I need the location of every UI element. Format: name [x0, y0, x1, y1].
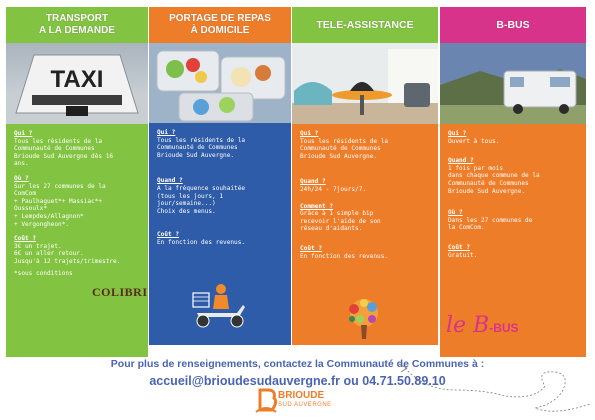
question-label: Coût ? [157, 231, 180, 239]
bbus-logo-sub: -BUS [489, 321, 519, 335]
column-meals [149, 7, 291, 345]
question-label: Coût ? [448, 243, 471, 251]
question-label: Coût ? [14, 235, 37, 243]
taxi-sign-illustration [6, 43, 148, 124]
answer-text: Gratuit. [448, 251, 478, 259]
question-label: Qui ? [157, 129, 176, 136]
question-label: Quand ? [157, 177, 183, 185]
column-transport [6, 7, 148, 357]
brioude-logo-sub: SUD AUVERGNE [278, 402, 332, 408]
bbus-logo-main: le B [446, 313, 490, 338]
heading-line: A LA DEMANDE [39, 25, 115, 36]
dashed-heart-line-decoration [395, 360, 595, 420]
heading-line: TRANSPORT [45, 13, 109, 24]
question-label: Qui ? [14, 130, 33, 137]
column-heading [149, 7, 291, 43]
column-heading [292, 7, 438, 43]
answer-text: 24h/24 - 7jours/7. [300, 185, 367, 193]
answer-text: En fonction des revenus. [300, 252, 389, 260]
colibri-logo-text: COLIBRI [92, 285, 148, 299]
question-label: Comment ? [300, 202, 334, 210]
column-teleassistance [292, 7, 438, 345]
question-label: Coût ? [300, 244, 323, 252]
heading-line: PORTAGE DE REPAS [169, 13, 271, 24]
answer-text: Tous les résidents de la Communauté de Communes Brioude Sud Auvergne. [300, 137, 389, 160]
footer-info-line: Pour plus de renseignements, contactez la Communauté de Communes à : [110, 358, 485, 370]
answer-text: Grâce à 1 simple bip recevoir l'aide de son réseau d'aidants. [300, 210, 381, 233]
colibri-logo [92, 283, 148, 305]
answer-text: 3€ un trajet. 6€ un aller retour. Jusqu'à 12 trajets/trimestre. [14, 242, 121, 265]
question-label: Qui ? [300, 130, 319, 137]
brioude-logo-name: BRIOUDE [278, 390, 325, 401]
brioude-logo [254, 388, 364, 416]
answer-text: En fonction des revenus. [157, 238, 246, 246]
question-label: Quand ? [300, 178, 326, 186]
living-room-illustration [292, 43, 438, 124]
hand-tree-icon [342, 297, 386, 341]
bus-illustration [440, 43, 586, 124]
question-label: Où ? [14, 174, 29, 182]
heading-line: TELE-ASSISTANCE [316, 19, 414, 31]
answer-text: Sur les 27 communes de la ComCom + Paulhaguet*+ Massiac*+ Oussoulx* + Lempdes/Allagnon* + Vergongheon*. [14, 182, 106, 228]
teleassistance-photo [292, 43, 438, 124]
answer-text: Tous les résidents de la Communauté de Communes Brioude Sud Auvergne. [157, 136, 246, 159]
taxi-photo [6, 43, 148, 124]
answer-text: Dans les 27 communes de la ComCom. [448, 216, 533, 232]
answer-text: Tous les résidents de la Communauté de Communes Brioude Sud Auvergne dès 16 ans. [14, 137, 114, 168]
column-bbus [440, 7, 586, 357]
scooter-icon [189, 283, 249, 331]
meal-trays-photo [149, 43, 291, 123]
answer-text: Ouvert à tous. [448, 137, 500, 145]
column-body [6, 124, 148, 357]
heading-line: À DOMICILE [190, 25, 250, 36]
answer-text: A la fréquence souhaitée (tous les jours, 1 jour/semaine...) Choix des menus. [157, 184, 246, 215]
column-heading [440, 7, 586, 43]
bus-photo [440, 43, 586, 124]
answer-text: 1 fois par mois dans chaque commune de la Communauté de Communes Brioude Sud Auvergne. [448, 164, 540, 195]
heading-line: B-BUS [496, 19, 530, 31]
taxi-photo-text: TAXI [50, 66, 104, 93]
brioude-logo-mark-icon [254, 388, 278, 414]
question-label: Qui ? [448, 130, 467, 137]
footnote-text: *sous conditions [14, 269, 73, 277]
meal-trays-illustration [149, 43, 291, 123]
bbus-logo [446, 313, 546, 339]
question-label: Quand ? [448, 157, 474, 165]
column-heading [6, 7, 148, 43]
question-label: Où ? [448, 209, 463, 217]
footer-contact-line: accueil@brioudesudauvergne.fr ou 04.71.50.89.10 [149, 374, 446, 388]
